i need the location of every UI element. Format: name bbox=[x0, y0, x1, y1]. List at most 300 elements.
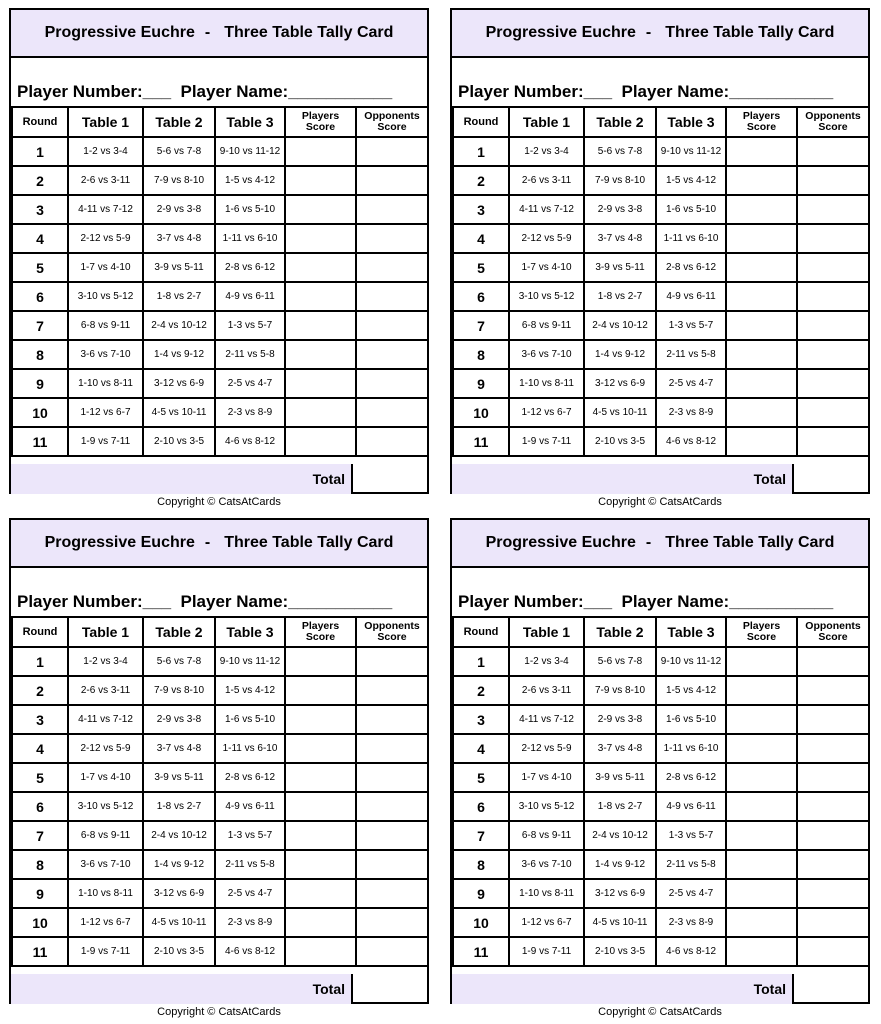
table2-matchup: 2-10 vs 3-5 bbox=[584, 937, 656, 966]
opponents-score-cell[interactable] bbox=[797, 908, 869, 937]
table2-matchup: 2-4 vs 10-12 bbox=[584, 821, 656, 850]
round-row bbox=[12, 850, 428, 879]
round-number: 1 bbox=[12, 137, 68, 166]
table3-matchup: 2-3 vs 8-9 bbox=[656, 398, 726, 427]
players-score-cell[interactable] bbox=[285, 137, 356, 166]
table2-matchup: 2-4 vs 10-12 bbox=[584, 311, 656, 340]
player-number-field[interactable]: Player Number:___ bbox=[17, 82, 172, 101]
table1-matchup: 1-12 vs 6-7 bbox=[68, 908, 143, 937]
table1-matchup: 4-11 vs 7-12 bbox=[68, 705, 143, 734]
player-name-field[interactable]: Player Name:___________ bbox=[621, 592, 834, 611]
opponents-score-cell[interactable] bbox=[797, 676, 869, 705]
round-row bbox=[453, 821, 869, 850]
opponents-score-cell[interactable] bbox=[797, 282, 869, 311]
table3-matchup: 4-6 vs 8-12 bbox=[215, 427, 285, 456]
table1-matchup: 2-12 vs 5-9 bbox=[68, 734, 143, 763]
opponents-score-cell[interactable] bbox=[356, 166, 428, 195]
table1-matchup: 1-9 vs 7-11 bbox=[68, 427, 143, 456]
round-number: 2 bbox=[453, 676, 509, 705]
table3-matchup: 2-5 vs 4-7 bbox=[215, 879, 285, 908]
player-info bbox=[458, 592, 833, 612]
players-score-cell[interactable] bbox=[726, 676, 797, 705]
table1-matchup: 4-11 vs 7-12 bbox=[68, 195, 143, 224]
round-row bbox=[12, 340, 428, 369]
table3-matchup: 1-3 vs 5-7 bbox=[656, 311, 726, 340]
table1-matchup: 6-8 vs 9-11 bbox=[68, 821, 143, 850]
players-score-cell[interactable] bbox=[285, 763, 356, 792]
card-title bbox=[11, 10, 427, 58]
round-header: Round bbox=[453, 617, 509, 647]
round-number: 7 bbox=[12, 821, 68, 850]
players-score-cell[interactable] bbox=[285, 908, 356, 937]
title-game: Progressive Euchre bbox=[44, 534, 195, 551]
table3-header: Table 3 bbox=[215, 107, 285, 137]
tally-table bbox=[452, 106, 870, 457]
table3-matchup: 4-6 vs 8-12 bbox=[215, 937, 285, 966]
table1-matchup: 1-2 vs 3-4 bbox=[509, 647, 584, 676]
title-type: Three Table Tally Card bbox=[665, 534, 835, 551]
total-row bbox=[11, 464, 427, 494]
opponents-score-cell[interactable] bbox=[356, 427, 428, 456]
round-number: 5 bbox=[12, 763, 68, 792]
table1-matchup: 3-6 vs 7-10 bbox=[509, 340, 584, 369]
players-score-cell[interactable] bbox=[726, 821, 797, 850]
title-separator: - bbox=[645, 534, 652, 551]
card-title bbox=[11, 520, 427, 568]
round-number: 10 bbox=[12, 908, 68, 937]
table3-matchup: 1-6 vs 5-10 bbox=[656, 195, 726, 224]
table2-matchup: 3-12 vs 6-9 bbox=[143, 879, 215, 908]
round-number: 2 bbox=[12, 676, 68, 705]
opponents-score-cell[interactable] bbox=[797, 821, 869, 850]
opponents-score-cell[interactable] bbox=[797, 850, 869, 879]
round-row bbox=[453, 137, 869, 166]
table3-matchup: 2-11 vs 5-8 bbox=[215, 340, 285, 369]
table2-matchup: 7-9 vs 8-10 bbox=[584, 166, 656, 195]
title-type: Three Table Tally Card bbox=[224, 24, 394, 41]
total-label: Total bbox=[452, 464, 794, 494]
table2-matchup: 2-9 vs 3-8 bbox=[143, 195, 215, 224]
opponents-score-cell[interactable] bbox=[356, 647, 428, 676]
round-row bbox=[453, 792, 869, 821]
players-score-cell[interactable] bbox=[726, 253, 797, 282]
opponents-score-cell[interactable] bbox=[356, 734, 428, 763]
round-number: 9 bbox=[12, 879, 68, 908]
card-border bbox=[450, 518, 870, 1004]
table3-matchup: 2-5 vs 4-7 bbox=[656, 369, 726, 398]
table1-matchup: 3-6 vs 7-10 bbox=[68, 850, 143, 879]
players-score-cell[interactable] bbox=[726, 282, 797, 311]
opponents-score-cell[interactable] bbox=[356, 821, 428, 850]
players-score-cell[interactable] bbox=[285, 195, 356, 224]
table1-header: Table 1 bbox=[68, 617, 143, 647]
table3-matchup: 1-11 vs 6-10 bbox=[656, 734, 726, 763]
round-row bbox=[12, 137, 428, 166]
table2-matchup: 4-5 vs 10-11 bbox=[143, 908, 215, 937]
round-row bbox=[12, 734, 428, 763]
opponents-score-cell[interactable] bbox=[356, 137, 428, 166]
round-number: 8 bbox=[12, 850, 68, 879]
table3-matchup: 2-11 vs 5-8 bbox=[656, 850, 726, 879]
table2-matchup: 7-9 vs 8-10 bbox=[143, 166, 215, 195]
players-score-cell[interactable] bbox=[285, 398, 356, 427]
players-score-cell[interactable] bbox=[285, 792, 356, 821]
round-row bbox=[453, 340, 869, 369]
table3-matchup: 1-6 vs 5-10 bbox=[215, 195, 285, 224]
round-number: 1 bbox=[12, 647, 68, 676]
players-score-cell[interactable] bbox=[285, 369, 356, 398]
title-separator: - bbox=[645, 24, 652, 41]
table2-matchup: 3-7 vs 4-8 bbox=[143, 734, 215, 763]
players-score-cell[interactable] bbox=[285, 166, 356, 195]
copyright: Copyright © CatsAtCards bbox=[598, 496, 722, 508]
table3-matchup: 9-10 vs 11-12 bbox=[656, 137, 726, 166]
table1-matchup: 6-8 vs 9-11 bbox=[509, 821, 584, 850]
round-number: 7 bbox=[12, 311, 68, 340]
total-score-cell[interactable] bbox=[353, 974, 427, 1004]
round-number: 6 bbox=[12, 282, 68, 311]
title-game: Progressive Euchre bbox=[485, 534, 636, 551]
table2-matchup: 1-4 vs 9-12 bbox=[143, 850, 215, 879]
players-score-cell[interactable] bbox=[726, 166, 797, 195]
opponents-score-cell[interactable] bbox=[356, 908, 428, 937]
opponents-score-cell[interactable] bbox=[797, 792, 869, 821]
table3-matchup: 2-11 vs 5-8 bbox=[656, 340, 726, 369]
table1-matchup: 1-10 vs 8-11 bbox=[509, 879, 584, 908]
table2-matchup: 2-9 vs 3-8 bbox=[584, 705, 656, 734]
round-row bbox=[453, 166, 869, 195]
table2-matchup: 3-7 vs 4-8 bbox=[143, 224, 215, 253]
players-score-cell[interactable] bbox=[726, 879, 797, 908]
opponents-score-cell[interactable] bbox=[356, 369, 428, 398]
opponents-score-cell[interactable] bbox=[797, 763, 869, 792]
round-row bbox=[453, 937, 869, 966]
opponents-score-cell[interactable] bbox=[356, 676, 428, 705]
table3-matchup: 1-11 vs 6-10 bbox=[656, 224, 726, 253]
table1-matchup: 6-8 vs 9-11 bbox=[509, 311, 584, 340]
players-score-cell[interactable] bbox=[726, 369, 797, 398]
opponents-score-cell[interactable] bbox=[356, 195, 428, 224]
players-score-header: Players Score bbox=[285, 617, 356, 647]
opponents-score-cell[interactable] bbox=[797, 195, 869, 224]
round-row bbox=[453, 676, 869, 705]
table1-matchup: 1-10 vs 8-11 bbox=[509, 369, 584, 398]
round-row bbox=[453, 705, 869, 734]
table1-matchup: 3-6 vs 7-10 bbox=[68, 340, 143, 369]
table2-matchup: 5-6 vs 7-8 bbox=[584, 137, 656, 166]
table2-matchup: 2-10 vs 3-5 bbox=[143, 937, 215, 966]
table2-matchup: 3-12 vs 6-9 bbox=[584, 879, 656, 908]
round-row bbox=[453, 734, 869, 763]
table3-matchup: 1-6 vs 5-10 bbox=[656, 705, 726, 734]
total-score-cell[interactable] bbox=[794, 464, 868, 494]
table1-matchup: 1-7 vs 4-10 bbox=[509, 253, 584, 282]
players-score-cell[interactable] bbox=[726, 850, 797, 879]
opponents-score-cell[interactable] bbox=[356, 224, 428, 253]
title-game: Progressive Euchre bbox=[485, 24, 636, 41]
opponents-score-cell[interactable] bbox=[356, 705, 428, 734]
opponents-score-cell[interactable] bbox=[356, 937, 428, 966]
player-number-field[interactable]: Player Number:___ bbox=[458, 82, 613, 101]
table3-matchup: 4-9 vs 6-11 bbox=[215, 282, 285, 311]
players-score-cell[interactable] bbox=[726, 224, 797, 253]
round-row bbox=[453, 224, 869, 253]
table3-matchup: 1-5 vs 4-12 bbox=[656, 166, 726, 195]
players-score-cell[interactable] bbox=[285, 311, 356, 340]
round-row bbox=[453, 879, 869, 908]
players-score-cell[interactable] bbox=[726, 137, 797, 166]
opponents-score-cell[interactable] bbox=[356, 792, 428, 821]
players-score-cell[interactable] bbox=[285, 821, 356, 850]
round-row bbox=[12, 398, 428, 427]
table2-matchup: 3-9 vs 5-11 bbox=[584, 763, 656, 792]
opponents-score-cell[interactable] bbox=[356, 340, 428, 369]
title-type: Three Table Tally Card bbox=[665, 24, 835, 41]
table3-matchup: 2-3 vs 8-9 bbox=[215, 908, 285, 937]
round-number: 5 bbox=[12, 253, 68, 282]
title-type: Three Table Tally Card bbox=[224, 534, 394, 551]
card-border bbox=[9, 8, 429, 494]
table3-matchup: 2-8 vs 6-12 bbox=[215, 253, 285, 282]
table1-matchup: 3-6 vs 7-10 bbox=[509, 850, 584, 879]
players-score-cell[interactable] bbox=[285, 937, 356, 966]
title-separator: - bbox=[204, 534, 211, 551]
table3-matchup: 2-3 vs 8-9 bbox=[656, 908, 726, 937]
round-row bbox=[453, 763, 869, 792]
copyright: Copyright © CatsAtCards bbox=[157, 1006, 281, 1018]
opponents-score-header: Opponents Score bbox=[356, 617, 428, 647]
opponents-score-cell[interactable] bbox=[797, 879, 869, 908]
round-number: 4 bbox=[12, 224, 68, 253]
round-number: 9 bbox=[453, 879, 509, 908]
table2-matchup: 1-8 vs 2-7 bbox=[584, 282, 656, 311]
players-score-cell[interactable] bbox=[726, 195, 797, 224]
players-score-cell[interactable] bbox=[285, 282, 356, 311]
round-number: 8 bbox=[453, 850, 509, 879]
round-number: 5 bbox=[453, 253, 509, 282]
table1-matchup: 1-2 vs 3-4 bbox=[68, 137, 143, 166]
players-score-cell[interactable] bbox=[285, 340, 356, 369]
round-row bbox=[453, 908, 869, 937]
table3-matchup: 4-9 vs 6-11 bbox=[215, 792, 285, 821]
table2-matchup: 5-6 vs 7-8 bbox=[584, 647, 656, 676]
round-row bbox=[12, 166, 428, 195]
round-row bbox=[12, 311, 428, 340]
card-border bbox=[9, 518, 429, 1004]
round-row bbox=[12, 647, 428, 676]
players-score-cell[interactable] bbox=[285, 734, 356, 763]
table2-matchup: 7-9 vs 8-10 bbox=[143, 676, 215, 705]
table2-matchup: 2-4 vs 10-12 bbox=[143, 311, 215, 340]
round-number: 3 bbox=[12, 195, 68, 224]
round-row bbox=[12, 821, 428, 850]
opponents-score-cell[interactable] bbox=[356, 850, 428, 879]
players-score-cell[interactable] bbox=[285, 224, 356, 253]
round-row bbox=[453, 850, 869, 879]
table1-matchup: 2-6 vs 3-11 bbox=[509, 676, 584, 705]
table2-matchup: 3-7 vs 4-8 bbox=[584, 734, 656, 763]
round-number: 1 bbox=[453, 137, 509, 166]
round-number: 4 bbox=[453, 734, 509, 763]
round-row bbox=[453, 253, 869, 282]
players-score-cell[interactable] bbox=[285, 427, 356, 456]
opponents-score-cell[interactable] bbox=[797, 253, 869, 282]
player-number-field[interactable]: Player Number:___ bbox=[17, 592, 172, 611]
players-score-cell[interactable] bbox=[285, 647, 356, 676]
header-row bbox=[12, 107, 428, 137]
opponents-score-cell[interactable] bbox=[356, 879, 428, 908]
players-score-cell[interactable] bbox=[285, 676, 356, 705]
players-score-cell[interactable] bbox=[726, 398, 797, 427]
table2-matchup: 2-9 vs 3-8 bbox=[584, 195, 656, 224]
round-number: 10 bbox=[453, 398, 509, 427]
round-number: 6 bbox=[453, 282, 509, 311]
opponents-score-cell[interactable] bbox=[356, 398, 428, 427]
table3-matchup: 1-3 vs 5-7 bbox=[656, 821, 726, 850]
round-row bbox=[12, 427, 428, 456]
table1-matchup: 1-7 vs 4-10 bbox=[68, 763, 143, 792]
player-name-field[interactable]: Player Name:___________ bbox=[180, 82, 393, 101]
players-score-cell[interactable] bbox=[285, 850, 356, 879]
round-number: 8 bbox=[453, 340, 509, 369]
round-number: 8 bbox=[12, 340, 68, 369]
opponents-score-cell[interactable] bbox=[356, 253, 428, 282]
table2-matchup: 2-10 vs 3-5 bbox=[584, 427, 656, 456]
table2-matchup: 4-5 vs 10-11 bbox=[143, 398, 215, 427]
table3-matchup: 1-11 vs 6-10 bbox=[215, 734, 285, 763]
table1-matchup: 1-7 vs 4-10 bbox=[509, 763, 584, 792]
round-number: 10 bbox=[453, 908, 509, 937]
round-row bbox=[12, 282, 428, 311]
players-score-cell[interactable] bbox=[726, 908, 797, 937]
table2-matchup: 2-10 vs 3-5 bbox=[143, 427, 215, 456]
opponents-score-cell[interactable] bbox=[797, 311, 869, 340]
round-row bbox=[12, 763, 428, 792]
opponents-score-cell[interactable] bbox=[356, 282, 428, 311]
round-number: 11 bbox=[453, 937, 509, 966]
round-row bbox=[12, 676, 428, 705]
round-row bbox=[12, 224, 428, 253]
table1-matchup: 6-8 vs 9-11 bbox=[68, 311, 143, 340]
round-row bbox=[12, 253, 428, 282]
player-name-field[interactable]: Player Name:___________ bbox=[180, 592, 393, 611]
total-score-cell[interactable] bbox=[794, 974, 868, 1004]
table2-header: Table 2 bbox=[143, 617, 215, 647]
table3-matchup: 2-11 vs 5-8 bbox=[215, 850, 285, 879]
round-number: 6 bbox=[453, 792, 509, 821]
opponents-score-cell[interactable] bbox=[797, 166, 869, 195]
round-number: 2 bbox=[12, 166, 68, 195]
players-score-cell[interactable] bbox=[726, 763, 797, 792]
opponents-score-cell[interactable] bbox=[797, 705, 869, 734]
round-header: Round bbox=[12, 107, 68, 137]
table3-matchup: 2-8 vs 6-12 bbox=[656, 253, 726, 282]
round-header: Round bbox=[12, 617, 68, 647]
table3-matchup: 1-11 vs 6-10 bbox=[215, 224, 285, 253]
table1-matchup: 2-12 vs 5-9 bbox=[509, 734, 584, 763]
table1-matchup: 1-12 vs 6-7 bbox=[509, 908, 584, 937]
card-title bbox=[452, 520, 868, 568]
opponents-score-header: Opponents Score bbox=[797, 107, 869, 137]
table1-matchup: 1-7 vs 4-10 bbox=[68, 253, 143, 282]
table1-matchup: 2-6 vs 3-11 bbox=[68, 676, 143, 705]
players-score-cell[interactable] bbox=[726, 311, 797, 340]
round-number: 3 bbox=[453, 705, 509, 734]
opponents-score-cell[interactable] bbox=[797, 137, 869, 166]
table2-header: Table 2 bbox=[584, 617, 656, 647]
opponents-score-cell[interactable] bbox=[356, 763, 428, 792]
table1-header: Table 1 bbox=[509, 617, 584, 647]
round-number: 9 bbox=[453, 369, 509, 398]
header-row bbox=[453, 107, 869, 137]
round-row bbox=[12, 705, 428, 734]
opponents-score-cell[interactable] bbox=[797, 224, 869, 253]
round-header: Round bbox=[453, 107, 509, 137]
opponents-score-cell[interactable] bbox=[797, 647, 869, 676]
table3-matchup: 4-6 vs 8-12 bbox=[656, 937, 726, 966]
round-number: 7 bbox=[453, 821, 509, 850]
players-score-cell[interactable] bbox=[726, 792, 797, 821]
players-score-cell[interactable] bbox=[726, 647, 797, 676]
round-number: 6 bbox=[12, 792, 68, 821]
round-row bbox=[12, 195, 428, 224]
player-number-field[interactable]: Player Number:___ bbox=[458, 592, 613, 611]
table2-matchup: 4-5 vs 10-11 bbox=[584, 908, 656, 937]
opponents-score-cell[interactable] bbox=[797, 398, 869, 427]
round-number: 9 bbox=[12, 369, 68, 398]
players-score-header: Players Score bbox=[726, 617, 797, 647]
table1-matchup: 2-12 vs 5-9 bbox=[509, 224, 584, 253]
players-score-cell[interactable] bbox=[726, 705, 797, 734]
table1-matchup: 1-10 vs 8-11 bbox=[68, 879, 143, 908]
opponents-score-cell[interactable] bbox=[356, 311, 428, 340]
round-number: 7 bbox=[453, 311, 509, 340]
total-score-cell[interactable] bbox=[353, 464, 427, 494]
total-label: Total bbox=[11, 974, 353, 1004]
players-score-cell[interactable] bbox=[285, 705, 356, 734]
table2-matchup: 3-12 vs 6-9 bbox=[143, 369, 215, 398]
card-title bbox=[452, 10, 868, 58]
round-row bbox=[453, 427, 869, 456]
players-score-cell[interactable] bbox=[726, 734, 797, 763]
table2-matchup: 5-6 vs 7-8 bbox=[143, 647, 215, 676]
round-row bbox=[12, 792, 428, 821]
table1-header: Table 1 bbox=[68, 107, 143, 137]
total-label: Total bbox=[11, 464, 353, 494]
opponents-score-cell[interactable] bbox=[797, 340, 869, 369]
total-row bbox=[11, 974, 427, 1004]
title-game: Progressive Euchre bbox=[44, 24, 195, 41]
player-name-field[interactable]: Player Name:___________ bbox=[621, 82, 834, 101]
opponents-score-cell[interactable] bbox=[797, 427, 869, 456]
players-score-cell[interactable] bbox=[726, 427, 797, 456]
players-score-cell[interactable] bbox=[726, 340, 797, 369]
table3-matchup: 1-5 vs 4-12 bbox=[215, 166, 285, 195]
table2-matchup: 2-4 vs 10-12 bbox=[143, 821, 215, 850]
total-row bbox=[452, 464, 868, 494]
table2-matchup: 1-4 vs 9-12 bbox=[584, 850, 656, 879]
table1-matchup: 1-9 vs 7-11 bbox=[509, 427, 584, 456]
opponents-score-cell[interactable] bbox=[797, 369, 869, 398]
round-row bbox=[453, 195, 869, 224]
players-score-cell[interactable] bbox=[726, 937, 797, 966]
players-score-cell[interactable] bbox=[285, 253, 356, 282]
players-score-cell[interactable] bbox=[285, 879, 356, 908]
round-number: 3 bbox=[453, 195, 509, 224]
opponents-score-cell[interactable] bbox=[797, 734, 869, 763]
opponents-score-cell[interactable] bbox=[797, 937, 869, 966]
copyright: Copyright © CatsAtCards bbox=[157, 496, 281, 508]
